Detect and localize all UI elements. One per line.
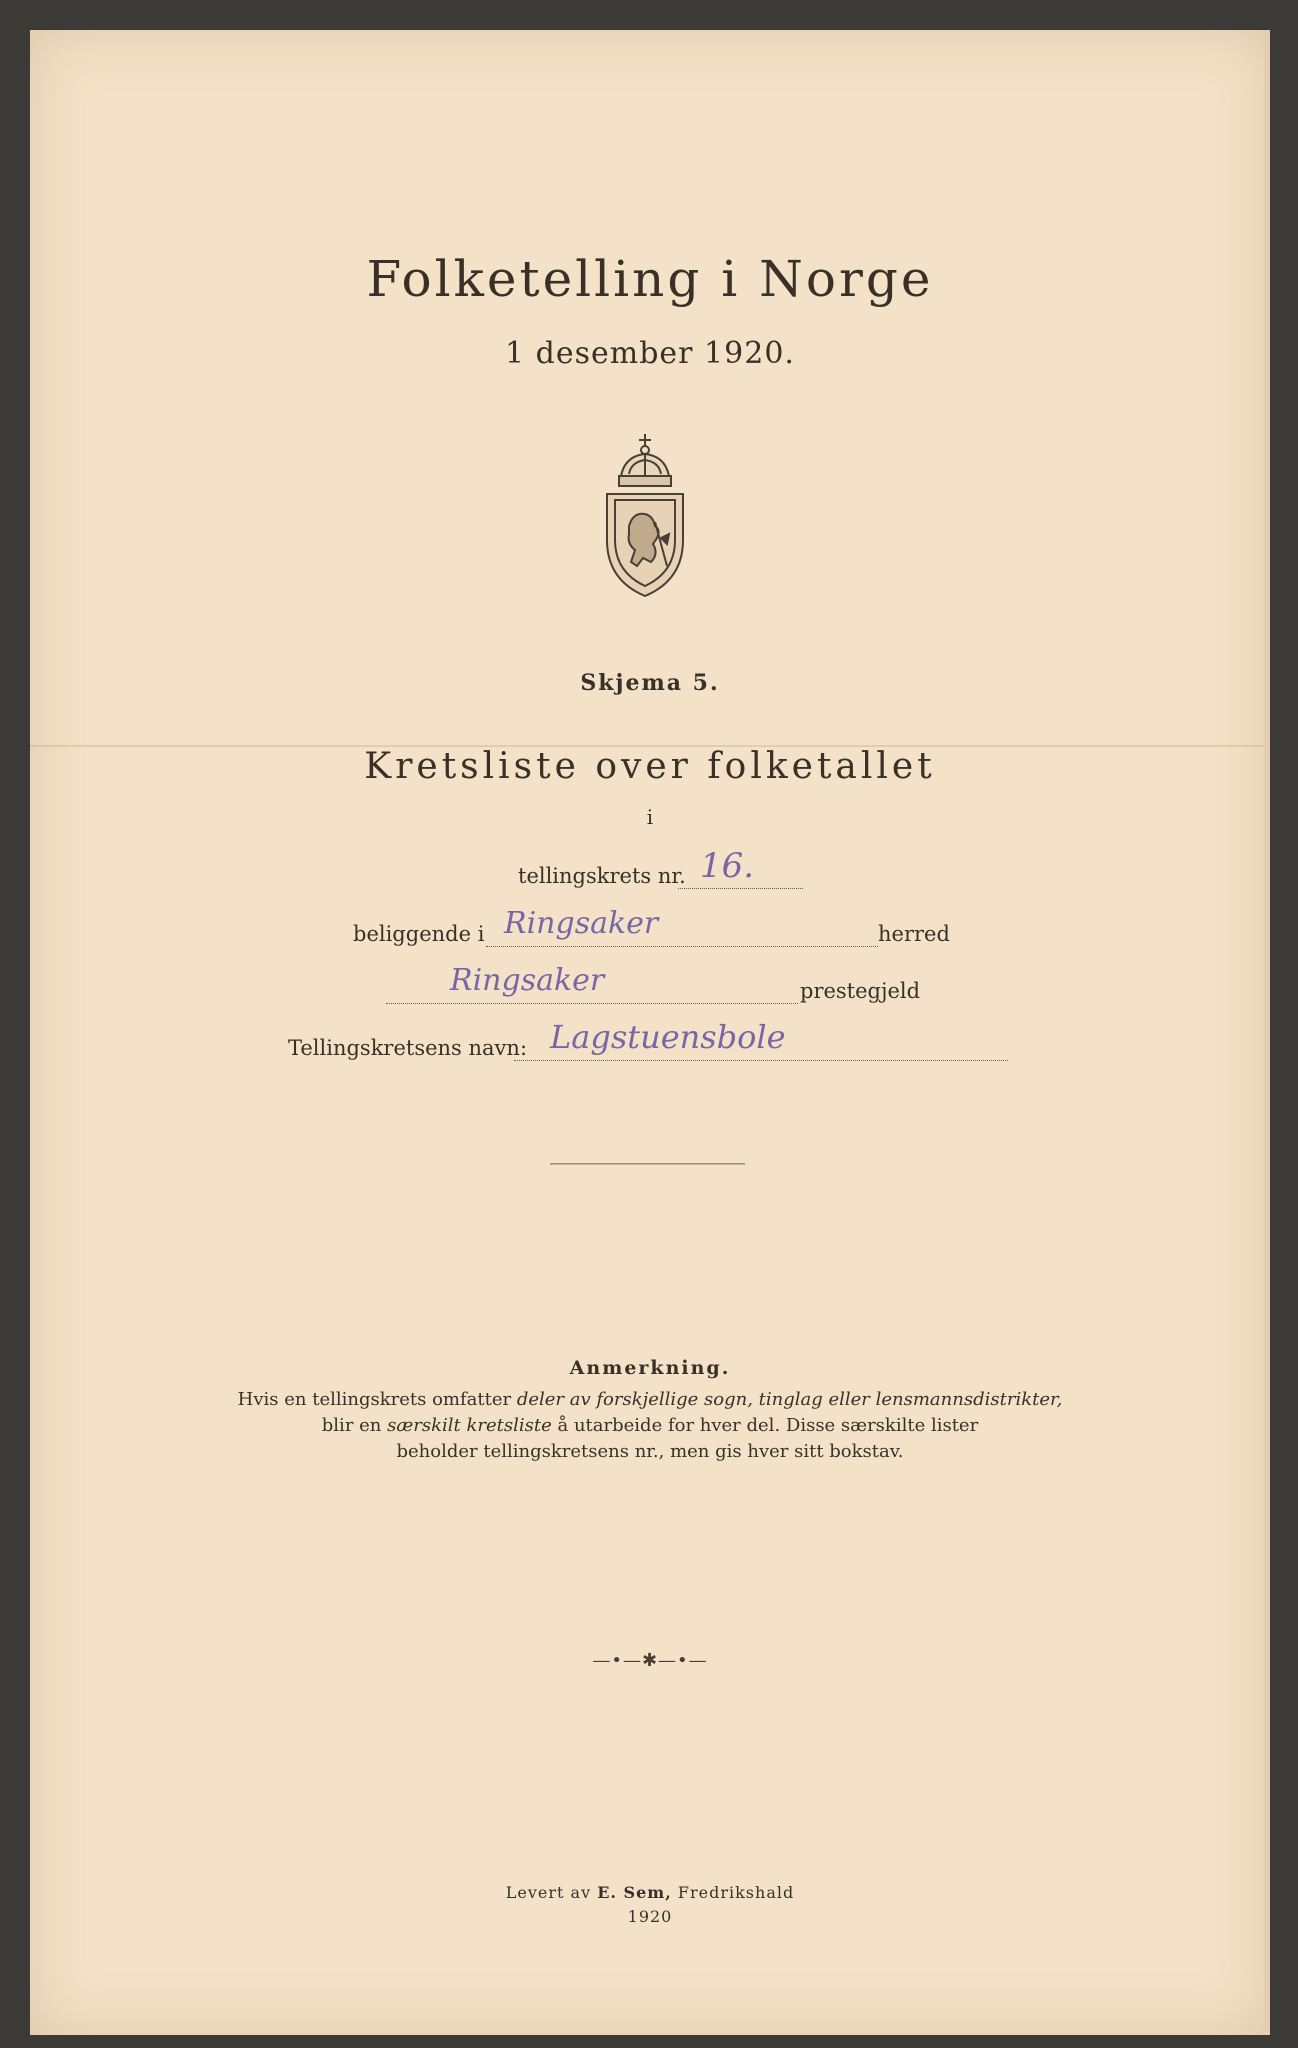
printer-credit (30, 1883, 1270, 1902)
note-line-3: beholder tellingskretsens nr., men gis hver sitt bokstav. (396, 1441, 904, 1462)
census-form-page (30, 30, 1270, 2035)
note-line-2-plain: blir en (321, 1415, 388, 1436)
kretsnavn-line (514, 1060, 1008, 1061)
note-line-2-rest: å utarbeide for hver del. Disse særskilte lister (551, 1415, 979, 1436)
kretsnavn-value: Lagstuensbole (550, 1018, 786, 1056)
note-line-1-italic: deler av forskjellige sogn, tinglag eller lensmannsdistrikter, (516, 1389, 1063, 1410)
printer-name: E. Sem, (597, 1883, 672, 1902)
printer-credit-prefix: Levert av (505, 1883, 598, 1902)
form-heading: Kretsliste over folketallet (364, 746, 936, 787)
printer-location: Fredrikshald (671, 1883, 795, 1902)
tellingskrets-value: 16. (700, 846, 755, 886)
beliggende-row (30, 906, 1270, 958)
prestegjeld-value: Ringsaker (450, 963, 605, 998)
note-line-1 (30, 1387, 1270, 1413)
form-title: Folketelling i Norge (366, 250, 934, 308)
prestegjeld-row (30, 963, 1270, 1015)
prestegjeld-line (386, 1003, 798, 1004)
beliggende-label: beliggende i (353, 922, 485, 946)
beliggende-value: Ringsaker (504, 906, 659, 941)
herred-label: herred (878, 922, 950, 946)
printer-year: 1920 (627, 1907, 673, 1926)
tellingskrets-line (678, 888, 803, 889)
preposition-i: i (646, 805, 654, 829)
schema-number: Skjema 5. (580, 670, 720, 696)
census-date: 1 desember 1920. (505, 336, 795, 371)
ornament-divider: —•—✱—•— (592, 1650, 708, 1671)
kretsnavn-label: Tellingskretsens navn: (288, 1036, 528, 1060)
note-text (30, 1387, 1270, 1465)
tellingskrets-label: tellingskrets nr. (518, 864, 686, 888)
note-line-2 (30, 1413, 1270, 1439)
beliggende-line (486, 946, 878, 947)
note-line-2-italic: særskilt kretsliste (387, 1415, 552, 1436)
norwegian-coat-of-arms-icon (595, 430, 695, 600)
note-line-1-plain: Hvis en tellingskrets omfatter (237, 1389, 517, 1410)
tellingskrets-row (30, 846, 1270, 900)
kretsnavn-row (30, 1018, 1270, 1072)
note-title: Anmerkning. (569, 1357, 731, 1379)
prestegjeld-label: prestegjeld (800, 979, 921, 1003)
section-divider (550, 1163, 745, 1165)
